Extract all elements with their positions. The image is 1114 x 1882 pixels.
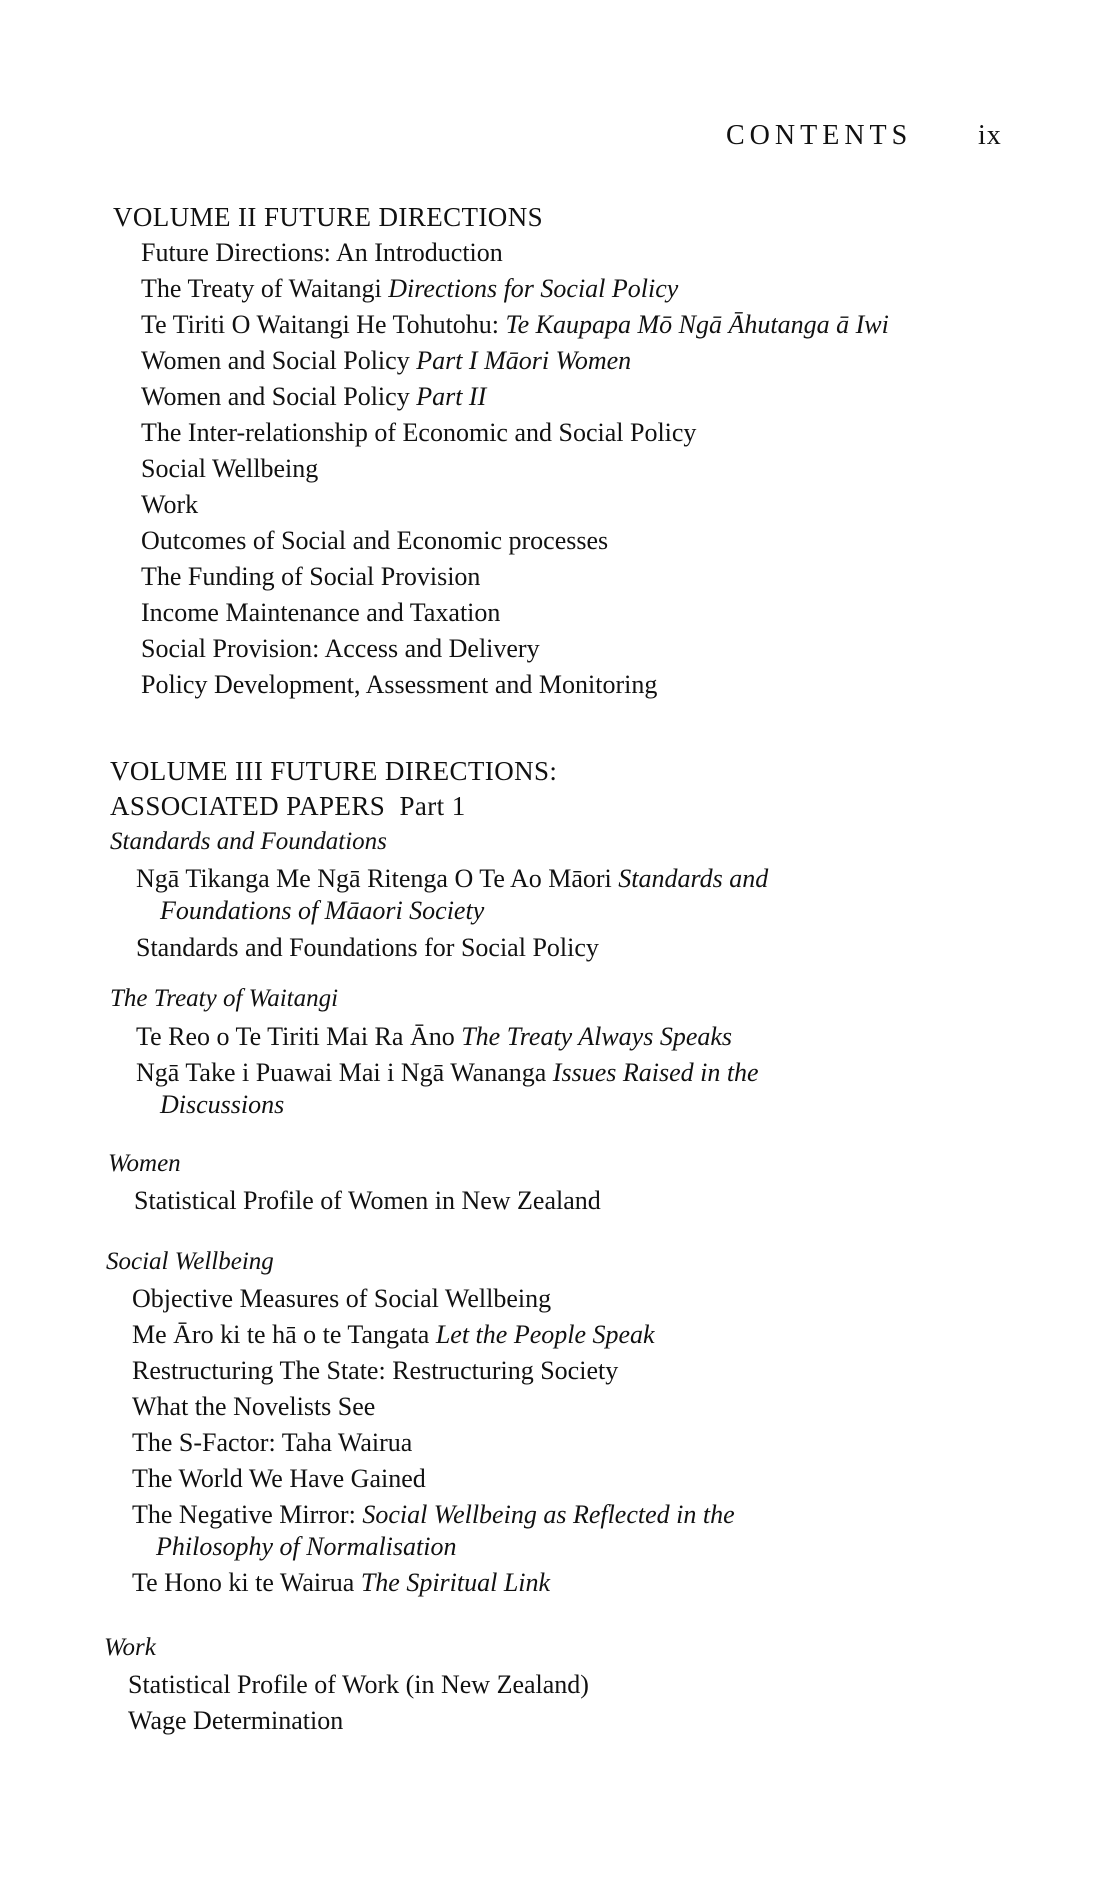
section-title: Social Wellbeing [106, 1248, 274, 1275]
toc-entry: The World We Have Gained [132, 1464, 426, 1493]
toc-entry: The Treaty of Waitangi Directions for Social Policy [141, 274, 679, 303]
toc-entry: Women and Social Policy Part I Māori Women [141, 346, 632, 375]
toc-entry: Outcomes of Social and Economic processes [141, 526, 609, 555]
toc-entry: The S-Factor: Taha Wairua [132, 1428, 413, 1457]
toc-entry: Social Wellbeing [141, 454, 319, 483]
toc-entry: Standards and Foundations for Social Policy [136, 933, 599, 962]
volume-3-heading: VOLUME III FUTURE DIRECTIONS: [110, 756, 558, 786]
toc-entry: Policy Development, Assessment and Monitoring [141, 670, 658, 699]
toc-entry: Ngā Take i Puawai Mai i Ngā Wananga Issues Raised in the [136, 1058, 759, 1087]
volume-2-heading: VOLUME II FUTURE DIRECTIONS [113, 202, 544, 232]
section-title: Work [104, 1634, 156, 1661]
toc-entry: Wage Determination [128, 1706, 344, 1735]
toc-entry: The Inter-relationship of Economic and Social Policy [141, 418, 697, 447]
section-title: The Treaty of Waitangi [110, 985, 339, 1012]
toc-entry: What the Novelists See [132, 1392, 376, 1421]
toc-entry: Me Āro ki te hā o te Tangata Let the People Speak [132, 1320, 655, 1349]
section-title: Women [108, 1150, 181, 1177]
toc-entry-continuation: Foundations of Māaori Society [160, 896, 485, 925]
toc-entry: Objective Measures of Social Wellbeing [132, 1284, 552, 1313]
volume-3-subheading: ASSOCIATED PAPERS Part 1 [110, 791, 466, 821]
section-title: Standards and Foundations [110, 828, 387, 855]
volume-3-part: Part 1 [399, 791, 466, 821]
toc-entry-continuation: Discussions [160, 1090, 285, 1119]
toc-entry: Te Reo o Te Tiriti Mai Ra Āno The Treaty Always Speaks [136, 1022, 733, 1051]
toc-entry: Statistical Profile of Women in New Zealand [134, 1186, 601, 1215]
toc-entry: Women and Social Policy Part II [141, 382, 487, 411]
toc-entry: The Funding of Social Provision [141, 562, 481, 591]
toc-entry: Te Tiriti O Waitangi He Tohutohu: Te Kaupapa Mō Ngā Āhutanga ā Iwi [141, 310, 889, 339]
toc-entry: The Negative Mirror: Social Wellbeing as Reflected in the [132, 1500, 735, 1529]
toc-entry: Restructuring The State: Restructuring Society [132, 1356, 619, 1385]
toc-entry: Work [141, 490, 199, 519]
toc-entry: Income Maintenance and Taxation [141, 598, 501, 627]
toc-entry: Social Provision: Access and Delivery [141, 634, 540, 663]
toc-entry: Ngā Tikanga Me Ngā Ritenga O Te Ao Māori Standards and [136, 864, 769, 893]
toc-entry: Future Directions: An Introduction [141, 238, 503, 267]
toc-entry-continuation: Philosophy of Normalisation [156, 1532, 457, 1561]
running-header: CONTENTS [726, 120, 913, 151]
page-number: ix [978, 120, 1002, 151]
toc-entry: Statistical Profile of Work (in New Zealand) [128, 1670, 589, 1699]
toc-entry: Te Hono ki te Wairua The Spiritual Link [132, 1568, 551, 1597]
